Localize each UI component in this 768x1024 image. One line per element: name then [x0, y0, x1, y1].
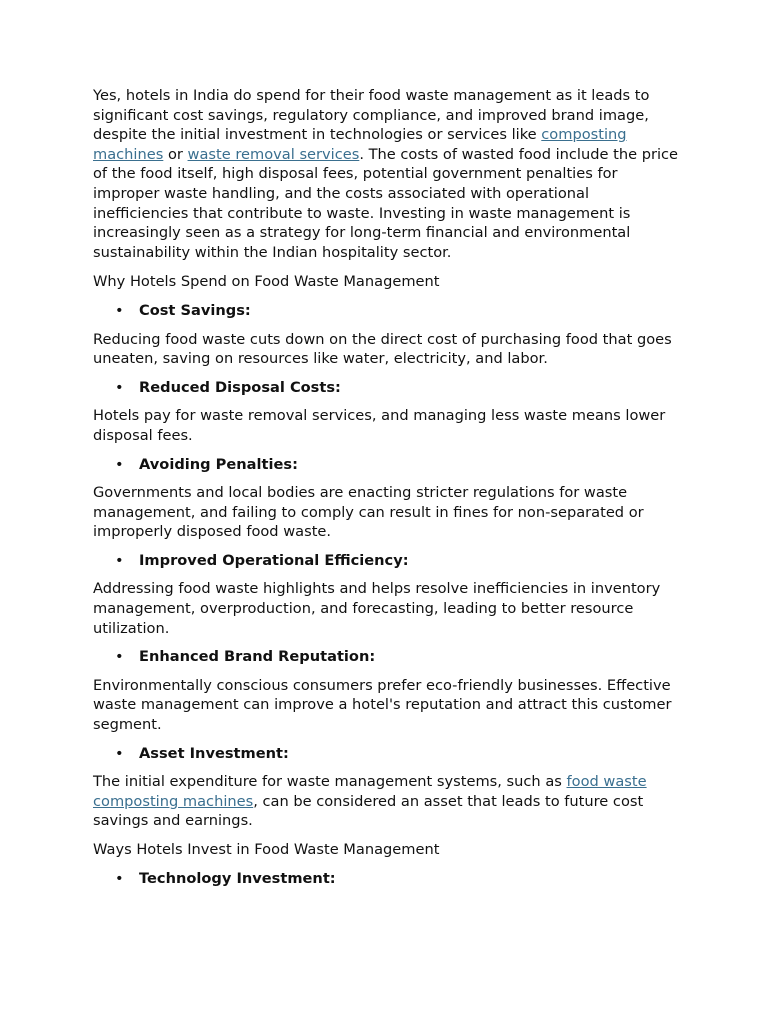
- avoiding-penalties-description: Governments and local bodies are enacting stricter regulations for waste management, and failing to comply can result in fines for non-separated or improperly disposed food waste.: [93, 484, 644, 541]
- bullet-title: Cost Savings:: [139, 301, 251, 319]
- operational-efficiency-description: Addressing food waste highlights and helps resolve inefficiencies in inventory management, overproduction, and forecasting, leading to better resource utilization.: [93, 580, 661, 637]
- brand-reputation-description: Environmentally conscious consumers prefer eco-friendly businesses. Effective waste management can improve a hotel's reputation and attract this customer segment.: [93, 676, 672, 734]
- bullet-avoiding-penalties: [93, 455, 683, 475]
- bullet-title: Technology Investment:: [139, 869, 336, 887]
- bullet-operational-efficiency: [93, 551, 683, 571]
- bullet-title: Improved Operational Efficiency:: [139, 551, 409, 569]
- bullet-dot: •: [115, 455, 124, 473]
- reduced-disposal-costs-description: Hotels pay for waste removal services, and managing less waste means lower disposal fees.: [93, 407, 666, 444]
- section-heading-why: Why Hotels Spend on Food Waste Management: [93, 273, 440, 291]
- bullet-dot: •: [115, 869, 124, 887]
- section-heading-ways: Ways Hotels Invest in Food Waste Management: [93, 841, 440, 858]
- food-waste-composting-machines-link[interactable]: food waste composting machines: [93, 773, 647, 810]
- bullet-title: Asset Investment:: [139, 744, 289, 762]
- bullet-dot: •: [115, 301, 124, 319]
- asset-investment-description: [93, 772, 683, 831]
- bullet-dot: •: [115, 378, 124, 396]
- composting-machines-link[interactable]: composting machines: [93, 126, 627, 163]
- bullet-asset-investment: [93, 744, 683, 764]
- intro-text-2: or: [163, 145, 188, 163]
- asset-text-1: The initial expenditure for waste management systems, such as: [93, 773, 567, 791]
- intro-paragraph: [93, 86, 683, 262]
- asset-text-2: , can be considered an asset that leads to future cost savings and earnings.: [93, 792, 644, 830]
- bullet-dot: •: [115, 648, 124, 666]
- bullet-dot: •: [115, 744, 124, 762]
- bullet-title: Enhanced Brand Reputation:: [139, 648, 376, 666]
- bullet-reduced-disposal-costs: [93, 378, 683, 398]
- intro-text-3: . The costs of wasted food include the price of the food itself, high disposal fees, potential government penalties for improper waste handling, and the costs associated with operational inefficiencies that contribute to waste. Investing in waste management is increasingly seen as a strategy for long-term financial and environmental sustainability within the Indian hospitality sector.: [93, 145, 679, 261]
- waste-removal-services-link[interactable]: waste removal services: [187, 145, 360, 163]
- bullet-title: Reduced Disposal Costs:: [139, 378, 341, 396]
- document-body: [93, 86, 683, 897]
- bullet-title: Avoiding Penalties:: [139, 455, 298, 473]
- intro-text-1: Yes, hotels in India do spend for their food waste management as it leads to significant cost savings, regulatory compliance, and improved brand image, despite the initial investment in technologies or services like: [93, 87, 650, 144]
- bullet-dot: •: [115, 551, 124, 569]
- bullet-cost-savings: [93, 301, 683, 321]
- bullet-brand-reputation: [93, 647, 683, 667]
- bullet-technology-investment: [93, 869, 683, 889]
- cost-savings-description: Reducing food waste cuts down on the direct cost of purchasing food that goes uneaten, saving on resources like water, electricity, and labor.: [93, 330, 672, 368]
